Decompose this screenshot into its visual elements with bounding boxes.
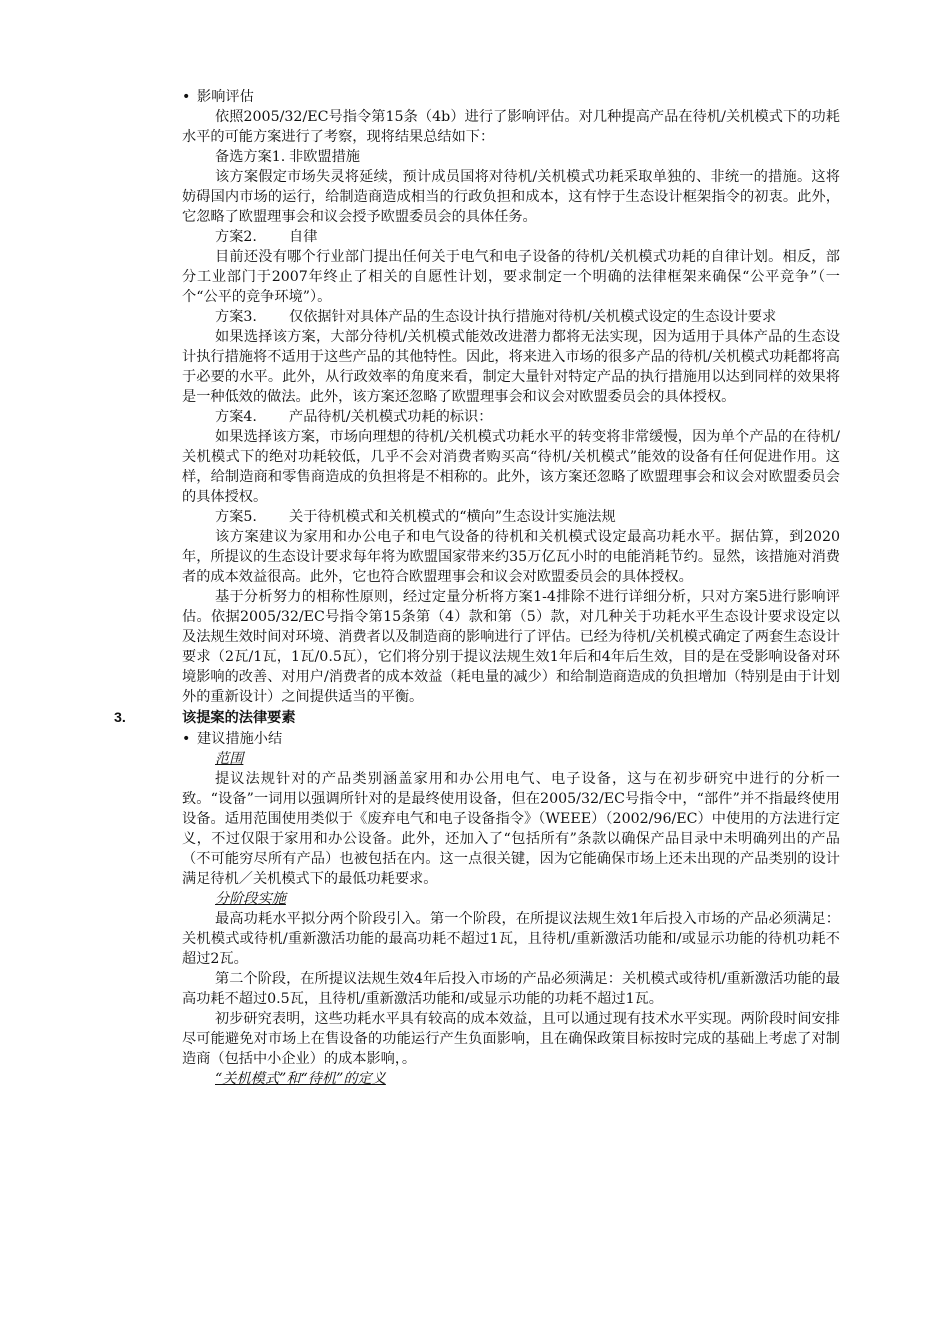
- option-3-heading: [182, 307, 840, 327]
- option-number: 方案2.: [215, 229, 257, 245]
- bullet-dot-icon: •: [182, 89, 191, 105]
- option-number: 方案4.: [215, 409, 257, 425]
- option-5-heading: [182, 507, 840, 527]
- option-title: 关于待机模式和关机模式的“横向”生态设计实施法规: [289, 509, 616, 525]
- paragraph-phase-1: 最高功耗水平拟分两个阶段引入。第一个阶段，在所提议法规生效1年后投入市场的产品必须满足：关机模式或待机/重新激活功能的最高功耗不超过1瓦，且待机/重新激活功能和/或显示功能的待机功耗不超过2瓦。: [182, 911, 840, 967]
- paragraph-option-5: 该方案建议为家用和办公电子和电气设备的待机和关机模式设定最高功耗水平。据估算，到2020年，所提议的生态设计要求每年将为欧盟国家带来约35万亿瓦小时的电能消耗节约。显然，该措施对消费者的成本效益很高。此外，它也符合欧盟理事会和议会对欧盟委员会的具体授权。: [182, 529, 840, 585]
- option-1-heading: [182, 147, 840, 167]
- option-number: 备选方案1.: [215, 149, 286, 165]
- bullet-label: 建议措施小结: [197, 731, 283, 747]
- paragraph-analysis: 基于分析努力的相称性原则，经过定量分析将方案1-4排除不进行详细分析，只对方案5进行影响评估。依据2005/32/EC号指令第15条第（4）款和第（5）款，对几种关于功耗水平生态设计要求设定以及法规生效时间对环境、消费者以及制造商的影响进行了评估。已经为待机/关机模式确定了两套生态设计要求（2瓦/1瓦，1瓦/0.5瓦），它们将分别于提议法规生效1年后和4年后生效，目的是在受影响设备对环境影响的改善、对用户/消费者的成本效益（耗电量的减少）和给制造商造成的负担增加（特别是由于计划外的重新设计）之间提供适当的平衡。: [182, 589, 840, 705]
- paragraph-option-1: 该方案假定市场失灵将延续，预计成员国将对待机/关机模式功耗采取单独的、非统一的措施。这将妨碍国内市场的运行，给制造商造成相当的行政负担和成本，这有悖于生态设计框架指令的初衷。此外，它忽略了欧盟理事会和议会授予欧盟委员会的具体任务。: [182, 169, 840, 225]
- subheading-phased: 分阶段实施: [215, 891, 286, 907]
- subheading-scope: 范围: [215, 751, 244, 767]
- option-title: 产品待机/关机模式功耗的标识：: [289, 409, 493, 425]
- option-number: 方案5.: [215, 509, 257, 525]
- paragraph-option-4: 如果选择该方案，市场向理想的待机/关机模式功耗水平的转变将非常缓慢，因为单个产品的在待机/关机模式下的绝对功耗较低，几乎不会对消费者购买高“待机/关机模式”能效的设备有任何促进作用。这样，给制造商和零售商造成的负担将是不相称的。此外，该方案还忽略了欧盟理事会和议会对欧盟委员会的具体授权。: [182, 429, 840, 505]
- bullet-measures-summary: [182, 729, 840, 749]
- option-number: 方案3.: [215, 309, 257, 325]
- section-number: 3.: [114, 710, 126, 726]
- bullet-dot-icon: •: [182, 731, 191, 747]
- option-title: 自律: [289, 229, 318, 245]
- section-title: 该提案的法律要素: [182, 710, 296, 726]
- paragraph-scope: 提议法规针对的产品类别涵盖家用和办公用电气、电子设备，这与在初步研究中进行的分析一致。“设备”一词用以强调所针对的是最终使用设备，但在2005/32/EC号指令中，“部件”并不指最终使用设备。适用范围使用类似于《废弃电气和电子设备指令》（WEEE）（2002/96/EC）中使用的方法进行定义，不过仅限于家用和办公设备。此外，还加入了“包括所有”条款以确保产品目录中未明确列出的产品（不可能穷尽所有产品）也被包括在内。这一点很关键，因为它能确保市场上还未出现的产品类别的设计满足待机／关机模式下的最低功耗要求。: [182, 771, 840, 887]
- option-title: 仅依据针对具体产品的生态设计执行措施对待机/关机模式设定的生态设计要求: [289, 309, 777, 325]
- paragraph-phase-2: 第二个阶段，在所提议法规生效4年后投入市场的产品必须满足：关机模式或待机/重新激活功能的最高功耗不超过0.5瓦，且待机/重新激活功能和/或显示功能的功耗不超过1瓦。: [182, 971, 840, 1007]
- paragraph-option-3: 如果选择该方案，大部分待机/关机模式能效改进潜力都将无法实现，因为适用于具体产品的生态设计执行措施将不适用于这些产品的其他特性。因此，将来进入市场的很多产品的待机/关机模式功耗都将高于必要的水平。此外，从行政效率的角度来看，制定大量针对特定产品的执行措施用以达到同样的效果将是一种低效的做法。此外，该方案还忽略了欧盟理事会和议会对欧盟委员会的具体授权。: [182, 329, 840, 405]
- paragraph-option-2: 目前还没有哪个行业部门提出任何关于电气和电子设备的待机/关机模式功耗的自律计划。相反，部分工业部门于2007年终止了相关的自愿性计划，要求制定一个明确的法律框架来确保“公平竞争”（一个“公平的竞争环境”）。: [182, 249, 840, 305]
- option-2-heading: [182, 227, 840, 247]
- subheading-definitions: “关机模式”和“待机”的定义: [215, 1071, 386, 1087]
- text-column: [114, 87, 840, 1089]
- bullet-label: 影响评估: [197, 89, 254, 105]
- section-3-heading: [114, 707, 840, 729]
- option-4-heading: [182, 407, 840, 427]
- bullet-impact-assessment: [182, 87, 840, 107]
- option-title: 非欧盟措施: [289, 149, 360, 165]
- paragraph-study: 初步研究表明，这些功耗水平具有较高的成本效益，且可以通过现有技术水平实现。两阶段时间安排尽可能避免对市场上在售设备的功能运行产生负面影响，且在确保政策目标按时完成的基础上考虑了对制造商（包括中小企业）的成本影响，。: [182, 1011, 840, 1067]
- paragraph-intro: 依照2005/32/EC号指令第15条（4b）进行了影响评估。对几种提高产品在待机/关机模式下的功耗水平的可能方案进行了考察，现将结果总结如下：: [182, 109, 840, 145]
